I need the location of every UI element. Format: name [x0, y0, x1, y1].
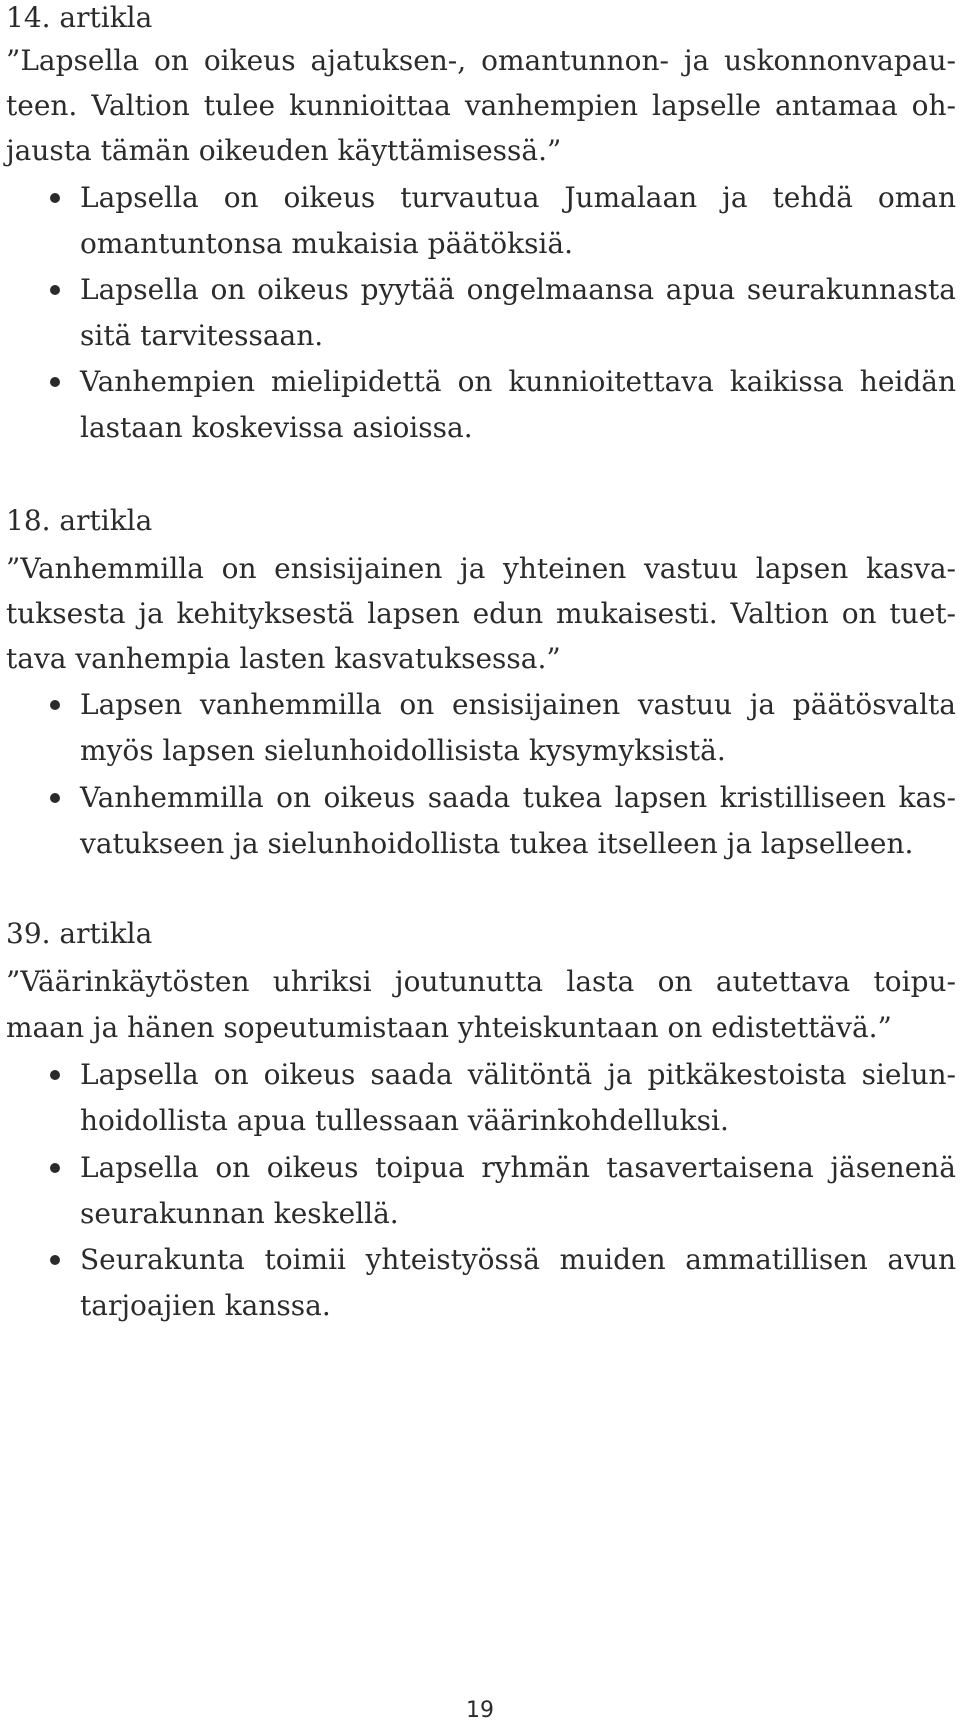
article-14-quote-line-1: ”Lapsella on oikeus ajatuksen-, omantunnon- ja uskonnonvapau- — [6, 44, 956, 77]
bullet-icon — [50, 193, 60, 203]
article-14-bullet-1-line-1: Lapsella on oikeus turvautua Jumalaan ja tehdä oman — [80, 181, 956, 214]
article-39-quote-line-2: maan ja hänen sopeutumistaan yhteiskuntaan on edistettävä.” — [6, 1011, 892, 1044]
article-39-bullet-2-line-1: Lapsella on oikeus toipua ryhmän tasavertaisena jäsenenä — [80, 1151, 956, 1184]
bullet-icon — [50, 700, 60, 710]
bullet-icon — [50, 1255, 60, 1265]
bullet-icon — [50, 1163, 60, 1173]
article-18-bullet-2-line-2: vatukseen ja sielunhoidollista tukea itselleen ja lapselleen. — [80, 827, 914, 860]
article-39-heading: 39. artikla — [6, 917, 153, 950]
article-39-quote-line-1: ”Väärinkäytösten uhriksi joutunutta lasta on autettava toipu- — [6, 965, 956, 998]
bullet-icon — [50, 793, 60, 803]
article-18-bullet-1-line-2: myös lapsen sielunhoidollisista kysymyksistä. — [80, 734, 726, 767]
article-18-quote-line-2: tuksesta ja kehityksestä lapsen edun mukaisesti. Valtion on tuet- — [6, 597, 956, 630]
article-39-bullet-3-line-2: tarjoajien kanssa. — [80, 1289, 331, 1322]
article-39-bullet-1-line-2: hoidollista apua tullessaan väärinkohdelluksi. — [80, 1104, 729, 1137]
bullet-icon — [50, 285, 60, 295]
article-18-quote-line-3: tava vanhempia lasten kasvatuksessa.” — [6, 642, 561, 675]
article-14-bullet-1-line-2: omantuntonsa mukaisia päätöksiä. — [80, 227, 573, 260]
article-14-quote-line-2: teen. Valtion tulee kunnioittaa vanhempien lapselle antamaa oh- — [6, 89, 956, 122]
article-14-bullet-2-line-2: sitä tarvitessaan. — [80, 319, 324, 352]
article-14-bullet-3-line-2: lastaan koskevissa asioissa. — [80, 411, 473, 444]
article-39-bullet-3-line-1: Seurakunta toimii yhteistyössä muiden ammatillisen avun — [80, 1243, 956, 1276]
article-18-bullet-1-line-1: Lapsen vanhemmilla on ensisijainen vastuu ja päätösvalta — [80, 688, 956, 721]
bullet-icon — [50, 1070, 60, 1080]
page-number: 19 — [466, 1698, 494, 1723]
article-18-heading: 18. artikla — [6, 504, 153, 537]
article-18-bullet-2-line-1: Vanhemmilla on oikeus saada tukea lapsen kristilliseen kas- — [80, 781, 956, 814]
article-14-bullet-2-line-1: Lapsella on oikeus pyytää ongelmaansa apua seurakunnasta — [80, 273, 956, 306]
article-39-bullet-1-line-1: Lapsella on oikeus saada välitöntä ja pitkäkestoista sielun- — [80, 1058, 956, 1091]
article-39-bullet-2-line-2: seurakunnan keskellä. — [80, 1197, 399, 1230]
article-14-heading: 14. artikla — [6, 1, 153, 34]
article-18-quote-line-1: ”Vanhemmilla on ensisijainen ja yhteinen vastuu lapsen kasva- — [6, 552, 956, 585]
article-14-quote-line-3: jausta tämän oikeuden käyttämisessä.” — [6, 134, 562, 167]
bullet-icon — [50, 377, 60, 387]
article-14-bullet-3-line-1: Vanhempien mielipidettä on kunnioitettava kaikissa heidän — [80, 365, 956, 398]
